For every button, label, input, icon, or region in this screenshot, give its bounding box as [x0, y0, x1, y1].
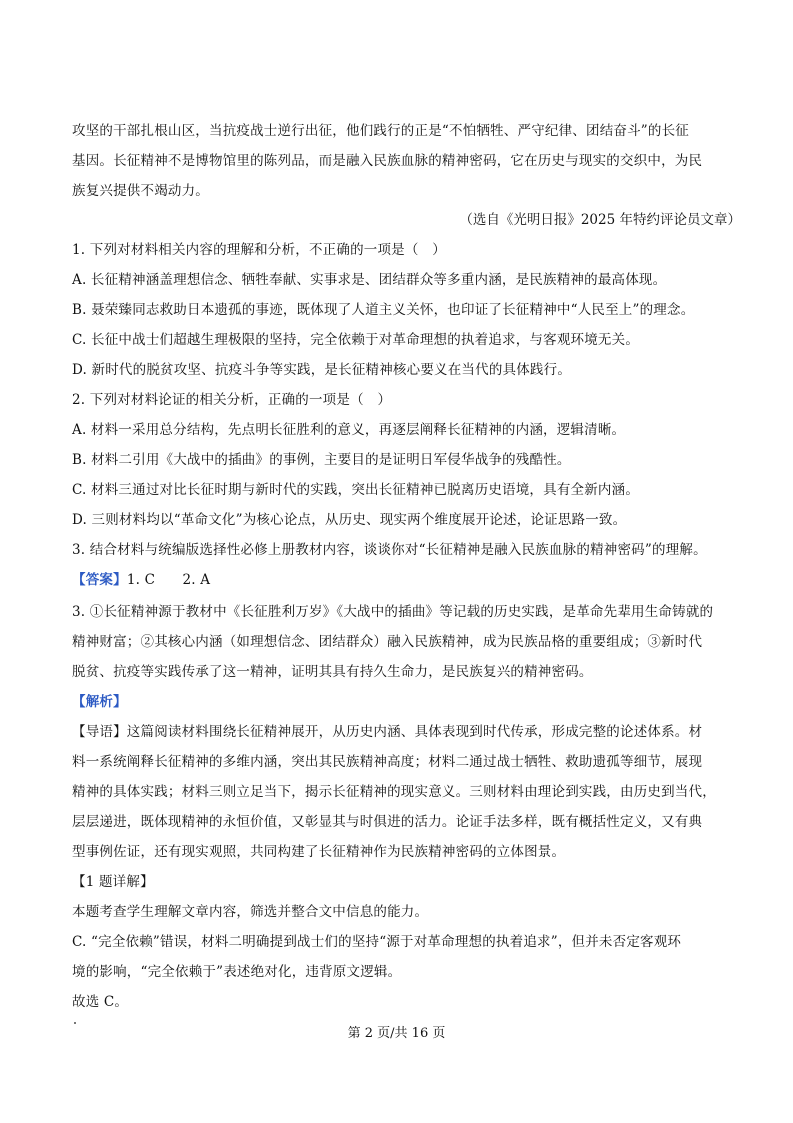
guide-line-5: 型事例佐证，还有现实观照，共同构建了长征精神作为民族精神密码的立体图景。: [72, 844, 566, 860]
answer-values: 1. C 2. A: [126, 572, 211, 588]
page-footer: 第 2 页/共 16 页: [347, 1026, 446, 1041]
intro-line-3: 族复兴提供不竭动力。: [72, 183, 209, 199]
q2-option-b: B. 材料二引用《大战中的插曲》的事例，主要目的是证明日军侵华战争的残酷性。: [72, 452, 571, 468]
source-citation: （选自《光明日报》2025 年特约评论员文章）: [459, 212, 741, 228]
q1-stem: 1. 下列对材料相关内容的理解和分析，不正确的一项是（ ）: [72, 242, 446, 258]
q1-option-c: C. 长征中战士们超越生理极限的坚持，完全依赖于对革命理想的执着追求，与客观环境无关。: [72, 332, 640, 348]
analysis-label-text: 【解析】: [72, 694, 127, 710]
answer-3-line-1: 3. ①长征精神源于教材中《长征胜利万岁》《大战中的插曲》等记载的历史实践，是革命先辈用生命铸就的: [72, 604, 714, 620]
answer-3-line-3: 脱贫、抗疫等实践传承了这一精神，证明其具有持久生命力，是民族复兴的精神密码。: [72, 664, 593, 680]
q1-option-b: B. 聂荣臻同志救助日本遗孤的事迹，既体现了人道主义关怀，也印证了长征精神中“人民至上”的理念。: [72, 302, 695, 318]
detail-line-1: 本题考查学生理解文章内容，筛选并整合文中信息的能力。: [72, 904, 429, 920]
guide-line-1: 【导语】这篇阅读材料围绕长征精神展开，从历史内涵、具体表现到时代传承，形成完整的论述体系。材: [72, 724, 703, 740]
q1-option-d: D. 新时代的脱贫攻坚、抗疫斗争等实践，是长征精神核心要义在当代的具体践行。: [72, 362, 572, 378]
detail-line-2: C. “完全依赖”错误，材料二明确提到战士们的坚持“源于对革命理想的执着追求”，但并未否定客观环: [72, 934, 682, 950]
detail-line-4: 故选 C。: [72, 994, 129, 1010]
detail-label: 【1 题详解】: [72, 874, 154, 890]
q2-option-d: D. 三则材料均以“革命文化”为核心论点，从历史、现实两个维度展开论述，论证思路一致。: [72, 512, 627, 528]
q2-stem: 2. 下列对材料论证的相关分析，正确的一项是（ ）: [72, 392, 392, 408]
intro-line-2: 基因。长征精神不是博物馆里的陈列品，而是融入民族血脉的精神密码，它在历史与现实的交织中，为民: [72, 153, 703, 169]
answer-label: 【答案】: [72, 572, 127, 588]
q1-option-a: A. 长征精神涵盖理想信念、牺牲奉献、实事求是、团结群众等多重内涵，是民族精神的最高体现。: [72, 272, 667, 288]
guide-line-4: 层层递进，既体现精神的永恒价值，又彰显其与时俱进的活力。论证手法多样，既有概括性定义，又有典: [72, 814, 703, 830]
q2-option-a: A. 材料一采用总分结构，先点明长征胜利的意义，再逐层阐释长征精神的内涵，逻辑清晰。: [72, 422, 626, 438]
q2-option-c: C. 材料三通过对比长征时期与新时代的实践，突出长征精神已脱离历史语境，具有全新内涵。: [72, 482, 640, 498]
analysis-label: [72, 692, 127, 712]
guide-line-3: 精神的具体实践；材料三则立足当下，揭示长征精神的现实意义。三则材料由理论到实践，由历史到当代，: [72, 784, 716, 800]
intro-line-1: 攻坚的干部扎根山区，当抗疫战士逆行出征，他们践行的正是“不怕牺牲、严守纪律、团结奋斗”的长征: [72, 123, 690, 139]
answer-row: [72, 570, 210, 590]
q3-stem: 3. 结合材料与统编版选择性必修上册教材内容，谈谈你对“长征精神是融入民族血脉的精神密码”的理解。: [72, 542, 707, 558]
answer-3-line-2: 精神财富；②其核心内涵（如理想信念、团结群众）融入民族精神，成为民族品格的重要组成；③新时代: [72, 634, 703, 650]
guide-line-2: 料一系统阐释长征精神的多维内涵，突出其民族精神高度；材料二通过战士牺牲、救助遗孤等细节，展现: [72, 754, 703, 770]
detail-line-3: 境的影响，“完全依赖于”表述绝对化，违背原文逻辑。: [72, 964, 402, 980]
